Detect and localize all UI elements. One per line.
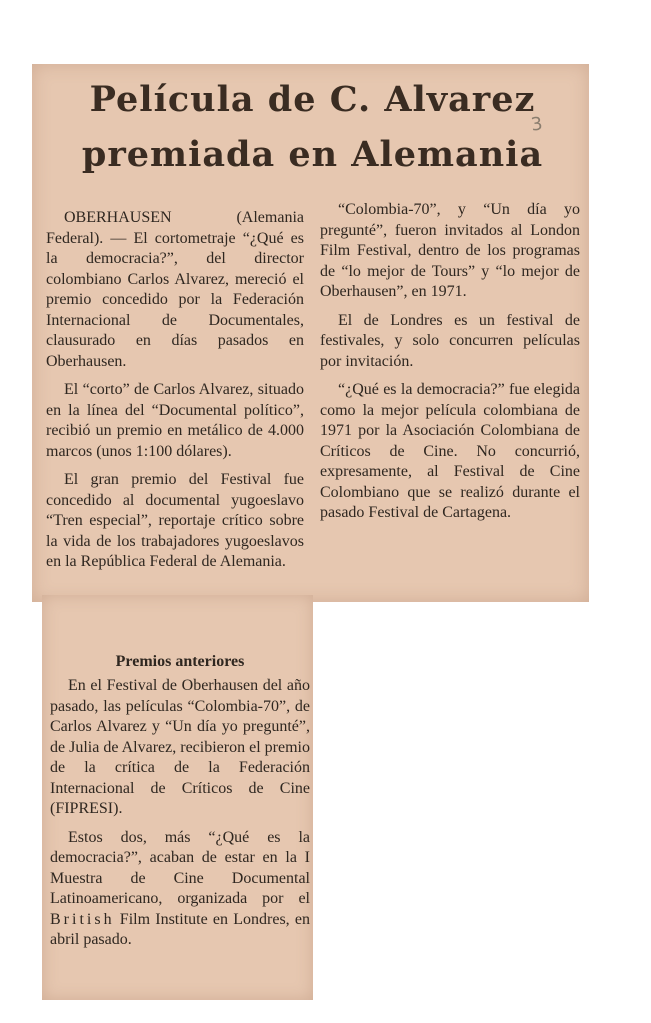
british-word: British [50,910,115,928]
paragraph-muestra-end: Film Institute en Londres, en abril pasado. [50,910,311,948]
section-subheading: Premios anteriores [115,653,245,670]
paragraph-gran-premio: El gran premio del Festival fue concedido al documental yugoeslavo “Tren especial”, reportaje crítico sobre la vida de los trabajadores yugoeslavos en la República Federal de Alemania. [46,471,304,570]
paragraph-muestra-text: Estos dos, más “¿Qué es la democracia?”, acaban de estar en la I Muestra de Cine Documental Latinoamericano, organizada por el [50,828,310,907]
article-left-column [46,208,304,575]
paragraph-best-film: “¿Qué es la democracia?” fue elegida como la mejor película colombiana de 1971 por la Asociación Colombiana de Críticos de Cine. No concurrió, expresamente, al Festival de Cine Colombiano que se realizó durante el pasado Festival de Cartagena. [320,381,580,521]
article-headline [50,72,575,182]
headline-line-2: premiada en Alemania [81,134,544,175]
handwritten-page-number: 3 [529,113,544,136]
paragraph-lead: OBERHAUSEN (Alemania Federal). — El cortometraje “¿Qué es la democracia?”, del director colombiano Carlos Alvarez, mereció el premio concedido por la Federación Internacional de Documentales, clausurado en días pasados en Oberhausen. [46,209,304,370]
article-right-column [320,200,580,532]
paragraph-london-invitation: “Colombia-70”, y “Un día yo pregunté”, fueron invitados al London Film Festival, dentro de los programas de “lo mejor de Tours” y “lo mejor de Oberhausen”, en 1971. [320,201,580,300]
paragraph-corto: El “corto” de Carlos Alvarez, situado en la línea del “Documental político”, recibió un premio en metálico de 4.000 marcos (unos 1:100 dólares). [46,381,304,460]
paragraph-london-festival: El de Londres es un festival de festivales, y solo concurren películas por invitación. [320,311,580,370]
paragraph-premios-anteriores: En el Festival de Oberhausen del año pasado, las películas “Colombia-70”, de Carlos Alvarez y “Un día yo pregunté”, de Julia de Alvarez, recibieron el premio de la crítica de la Federación Internacional de Críticos de Cine (FIPRESI). [50,677,310,817]
paragraph-muestra [50,828,310,951]
article-left-column-continued [50,650,310,959]
headline-line-1: Película de C. Alvarez [89,79,536,120]
